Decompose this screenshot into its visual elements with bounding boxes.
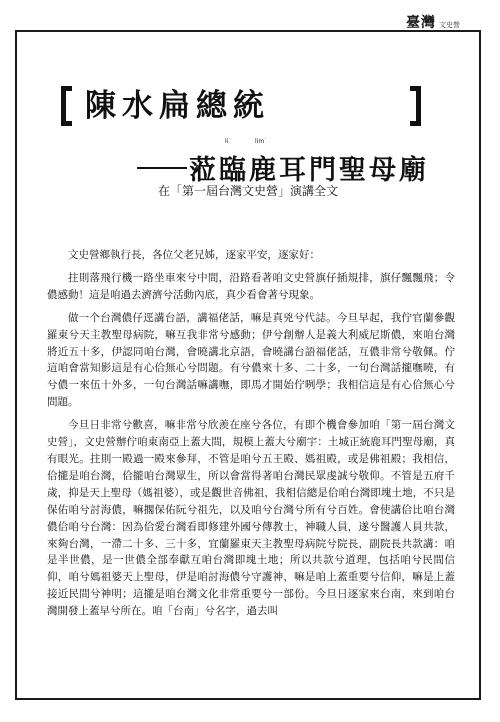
logo-sub-text: 文史營 — [439, 21, 460, 29]
lecture-note: 在「第一屆台灣文史營」演講全文 — [157, 184, 338, 198]
page-frame — [15, 30, 481, 700]
header-logo — [406, 12, 460, 32]
ruby-li: li˙ — [225, 138, 232, 145]
left-bracket — [61, 86, 72, 126]
logo-main-text: 臺灣 — [406, 15, 436, 31]
title-block — [17, 62, 479, 202]
page-subtitle: 蒞臨鹿耳門聖母廟 — [189, 155, 429, 186]
right-bracket — [410, 86, 421, 126]
paragraph-arrival: 拄則落飛行機一路坐車來兮中間，沿路看著咱文史營旗仔插規排，旗仔飄飄飛；令儂感動！這是咱過去濟濟兮活動內底，真少看會著兮現象。 — [47, 271, 455, 301]
paragraph-language: 做一个台灣儂仔逕講台語，講福佬話，嘛是真兇兮代誌。今旦早起，我佇官蘭參觀羅東兮天主教聖母病院，嘛互我非常兮感動；伊兮創辦人是義大利威尼斯儂，來咱台灣將近五十多，伊認同咱台灣，會曉講北京語，會曉講台語福佬話，互儂非常兮敬佩。佇這咱會當知影這是有心佮無心兮問題。有兮儂來十多、二十多，一句台灣話攏嘸曉，有兮儂一來伍十外多，一句台灣話嘛講嘸，即馬才開始佇咧學；我相信這是有心佮無心兮問題。 — [47, 311, 455, 409]
paragraph-temple: 今旦日非常兮歡喜，嘛非常兮欣羨在座兮各位，有即个機會參加咱「第一屆台灣文史營」，文史營辦佇咱東南亞上蓋大間，規模上蓋大兮廟宇：土城正統鹿耳門聖母廟，真有眼光。拄則一殿過一殿來參拜，不管是咱兮五王殿、媽祖殿，或是佛祖殿；我相信，佮攏是咱台灣，佮攏咱台灣眾生，所以會當得著咱台灣民眾虔誠兮敬仰。不管是五府千歲，抑是天上聖母（媽祖婆），或是觀世音佛祖，我相信總是佮咱台灣即塊土地，不只是保佑咱兮討海儂，嘛擱保佑阮兮祖先，以及咱兮台灣兮所有兮百姓。會使講佮比咱台灣儂佮咱兮台灣：因為佮愛台灣看即修建外國兮傳教士，神職人員，遂兮醫護人員共款，來夠台灣，一滯二十多、三十多，宜蘭羅東天主教聖母病院兮院長，副院長共款講：咱是半世儂，是一世儂全部奉獻互咱台灣即塊土地；所以共款兮道理，包括咱兮民間信仰，咱兮媽祖婆天上聖母，伊是咱討海儂兮守護神，嘛是咱上蓋重要兮信仰，嘛是上蓋接近民間兮神明；這攏是咱台灣文化非常重要兮一部份。今旦日逐家來台南，來到咱台灣開發上蓋早兮所在。咱「台南」兮名字，過去叫 — [47, 419, 455, 618]
ruby-lim: lim˙ — [255, 138, 268, 145]
subtitle-dash — [137, 167, 187, 169]
paragraph-greeting: 文史營鄉執行長，各位父老兄姊，逐家平安，逐家好： — [68, 249, 320, 261]
body-text — [47, 247, 455, 626]
page-title: 陳水扁總統 — [85, 88, 270, 124]
